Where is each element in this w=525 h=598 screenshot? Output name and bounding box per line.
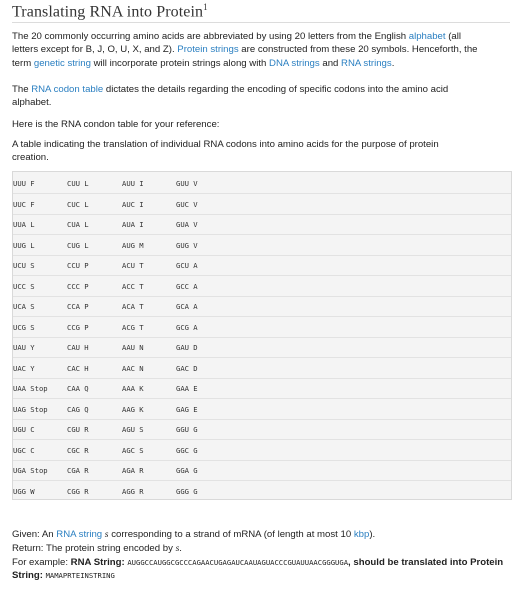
codon-cell: CUC L [67,199,89,209]
codon-cell: GCU A [176,261,198,270]
codon-cell: AAA K [122,384,144,393]
codon-cell: AUU I [122,179,144,188]
codon-cell: UCG S [13,322,35,332]
codon-cell: CUA L [67,220,89,229]
codon-cell: GAG E [176,404,198,414]
codon-cell: CGA R [67,466,89,475]
codon-cell: AGC S [122,445,144,455]
given-text: ). [369,529,376,540]
example-text: , should be translated into Protein String: [12,557,504,582]
codon-cell: CUG L [67,240,89,250]
intro-text: and [319,57,342,69]
codon-cell: CGC R [67,445,89,455]
table-row [13,439,511,461]
codon-cell: UGG W [13,486,35,496]
codon-cell: CCC P [67,281,89,291]
codon-cell: UAU Y [13,343,35,352]
codon-cell: GUG V [176,240,198,250]
codon-table-link[interactable]: RNA codon table [31,84,104,95]
codon-cell: UAG Stop [13,404,48,414]
intro-text: The 20 commonly occurring amino acids are abbreviated by using 20 letters from the English [12,31,409,42]
given-text: corresponding to a strand of mRNA (of length at most 10 [108,529,354,540]
var-s: s [104,529,109,540]
codon-cell: AGG R [122,486,144,496]
table-row [13,336,511,358]
codon-cell: AUC I [122,199,144,209]
table-caption: A table indicating the translation of individual RNA codons into amino acids for the purpose of protein creation. [12,139,439,164]
table-row [13,418,511,440]
codon-cell: CCU P [67,261,89,270]
codon-cell: UAA Stop [13,384,48,393]
table-row [13,275,511,297]
codon-cell: GCG A [176,322,198,332]
codon-cell: AAG K [122,404,144,414]
codon-cell: ACC T [122,281,144,291]
return-text: . [179,543,182,554]
table-row [13,172,511,194]
codon-cell: CAC H [67,363,89,373]
title-divider [12,22,510,23]
example-rna-label: RNA String: [70,557,125,568]
codon-cell: UGA Stop [13,466,48,475]
codon-cell: ACU T [122,261,144,270]
codon-paragraph [12,83,478,110]
codon-cell: UUG L [13,240,35,250]
codon-cell: CCG P [67,322,89,332]
codon-cell: GGU G [176,425,198,434]
genetic-string-link[interactable]: genetic string [33,57,91,69]
codon-cell: CAA Q [67,384,89,393]
intro-text: . [391,57,395,69]
intro-text: (all letters except for B, J, O, U, X, and Z). [12,31,462,56]
codon-cell: UCU S [13,261,35,270]
given-line [12,528,478,541]
return-text: Return: The protein string encoded by [12,543,176,554]
intro-paragraph [12,30,478,70]
codon-cell: GGA G [176,466,198,475]
codon-cell: UCA S [13,302,35,311]
codon-cell: CAU H [67,343,89,352]
example-text: For example: [12,557,71,568]
rna-strings-link[interactable]: RNA strings [341,57,392,69]
codon-cell: UUA L [13,220,35,229]
codon-cell: CUU L [67,179,89,188]
codon-cell: UAC Y [13,363,35,373]
codon-cell: UGU C [13,425,35,434]
alphabet-link[interactable]: alphabet [408,31,446,42]
example-rna-value: AUGGCCAUGGCGCCCAGAACUGAGAUCAAUAGUACCCGUAUUAACGGGUGA [127,558,349,567]
codon-cell: AUG M [122,240,144,250]
title-footnote[interactable]: 1 [203,2,208,12]
table-row [13,295,511,317]
rna-string-link[interactable]: RNA string [56,529,103,540]
codon-cell: GUA V [176,220,198,229]
table-row [13,398,511,420]
kbp-link[interactable]: kbp [353,529,370,540]
table-row [13,254,511,276]
codon-cell: GUU V [176,179,198,188]
codon-table [12,171,512,500]
codon-cell: GUC V [176,199,198,209]
codon-cell: AGA R [122,466,144,475]
table-row [13,193,511,215]
intro-text: are constructed from these 20 symbols. Henceforth, the term [12,44,478,69]
codon-cell: ACG T [122,322,144,332]
codon-cell: GAU D [176,343,198,352]
intro-text: will incorporate protein strings along with [90,57,270,69]
codon-cell: AAU N [122,343,144,352]
codon-cell: ACA T [122,302,144,311]
table-row [13,213,511,235]
example-protein-value: MAMAPRTEINSTRING [45,571,115,581]
table-row [13,459,511,481]
codon-cell: GGC G [176,445,198,455]
reference-note: Here is the RNA condon table for your reference: [12,119,220,130]
codon-cell: GCA A [176,302,198,311]
page-title-text: Translating RNA into Protein [12,3,204,21]
table-row [13,377,511,399]
codon-cell: UUU F [13,179,35,188]
table-row [13,316,511,338]
table-row [13,234,511,256]
codon-cell: AGU S [122,425,144,434]
codon-text: dictates the details regarding the encoding of specific codons into the amino acid alphabet. [12,84,449,109]
page-title [12,2,208,21]
example-line [12,556,512,583]
codon-cell: CCA P [67,302,89,311]
codon-cell: CGG R [67,486,89,496]
protein-strings-link[interactable]: Protein strings [177,44,239,56]
codon-cell: GAA E [176,384,198,393]
codon-cell: CAG Q [67,404,89,414]
given-text: Given: An [12,529,57,540]
codon-cell: AUA I [122,220,144,229]
table-row [13,357,511,379]
dna-strings-link[interactable]: DNA strings [269,57,320,69]
codon-cell: GGG G [176,486,198,496]
codon-cell: UGC C [13,445,35,455]
var-s: s [175,543,180,554]
table-row [13,480,511,501]
return-line [12,542,478,555]
codon-text: The [12,84,32,95]
codon-cell: AAC N [122,363,144,373]
codon-cell: GAC D [176,363,198,373]
codon-cell: GCC A [176,281,198,291]
codon-cell: CGU R [67,425,89,434]
codon-cell: UCC S [13,281,35,291]
codon-cell: UUC F [13,199,35,209]
